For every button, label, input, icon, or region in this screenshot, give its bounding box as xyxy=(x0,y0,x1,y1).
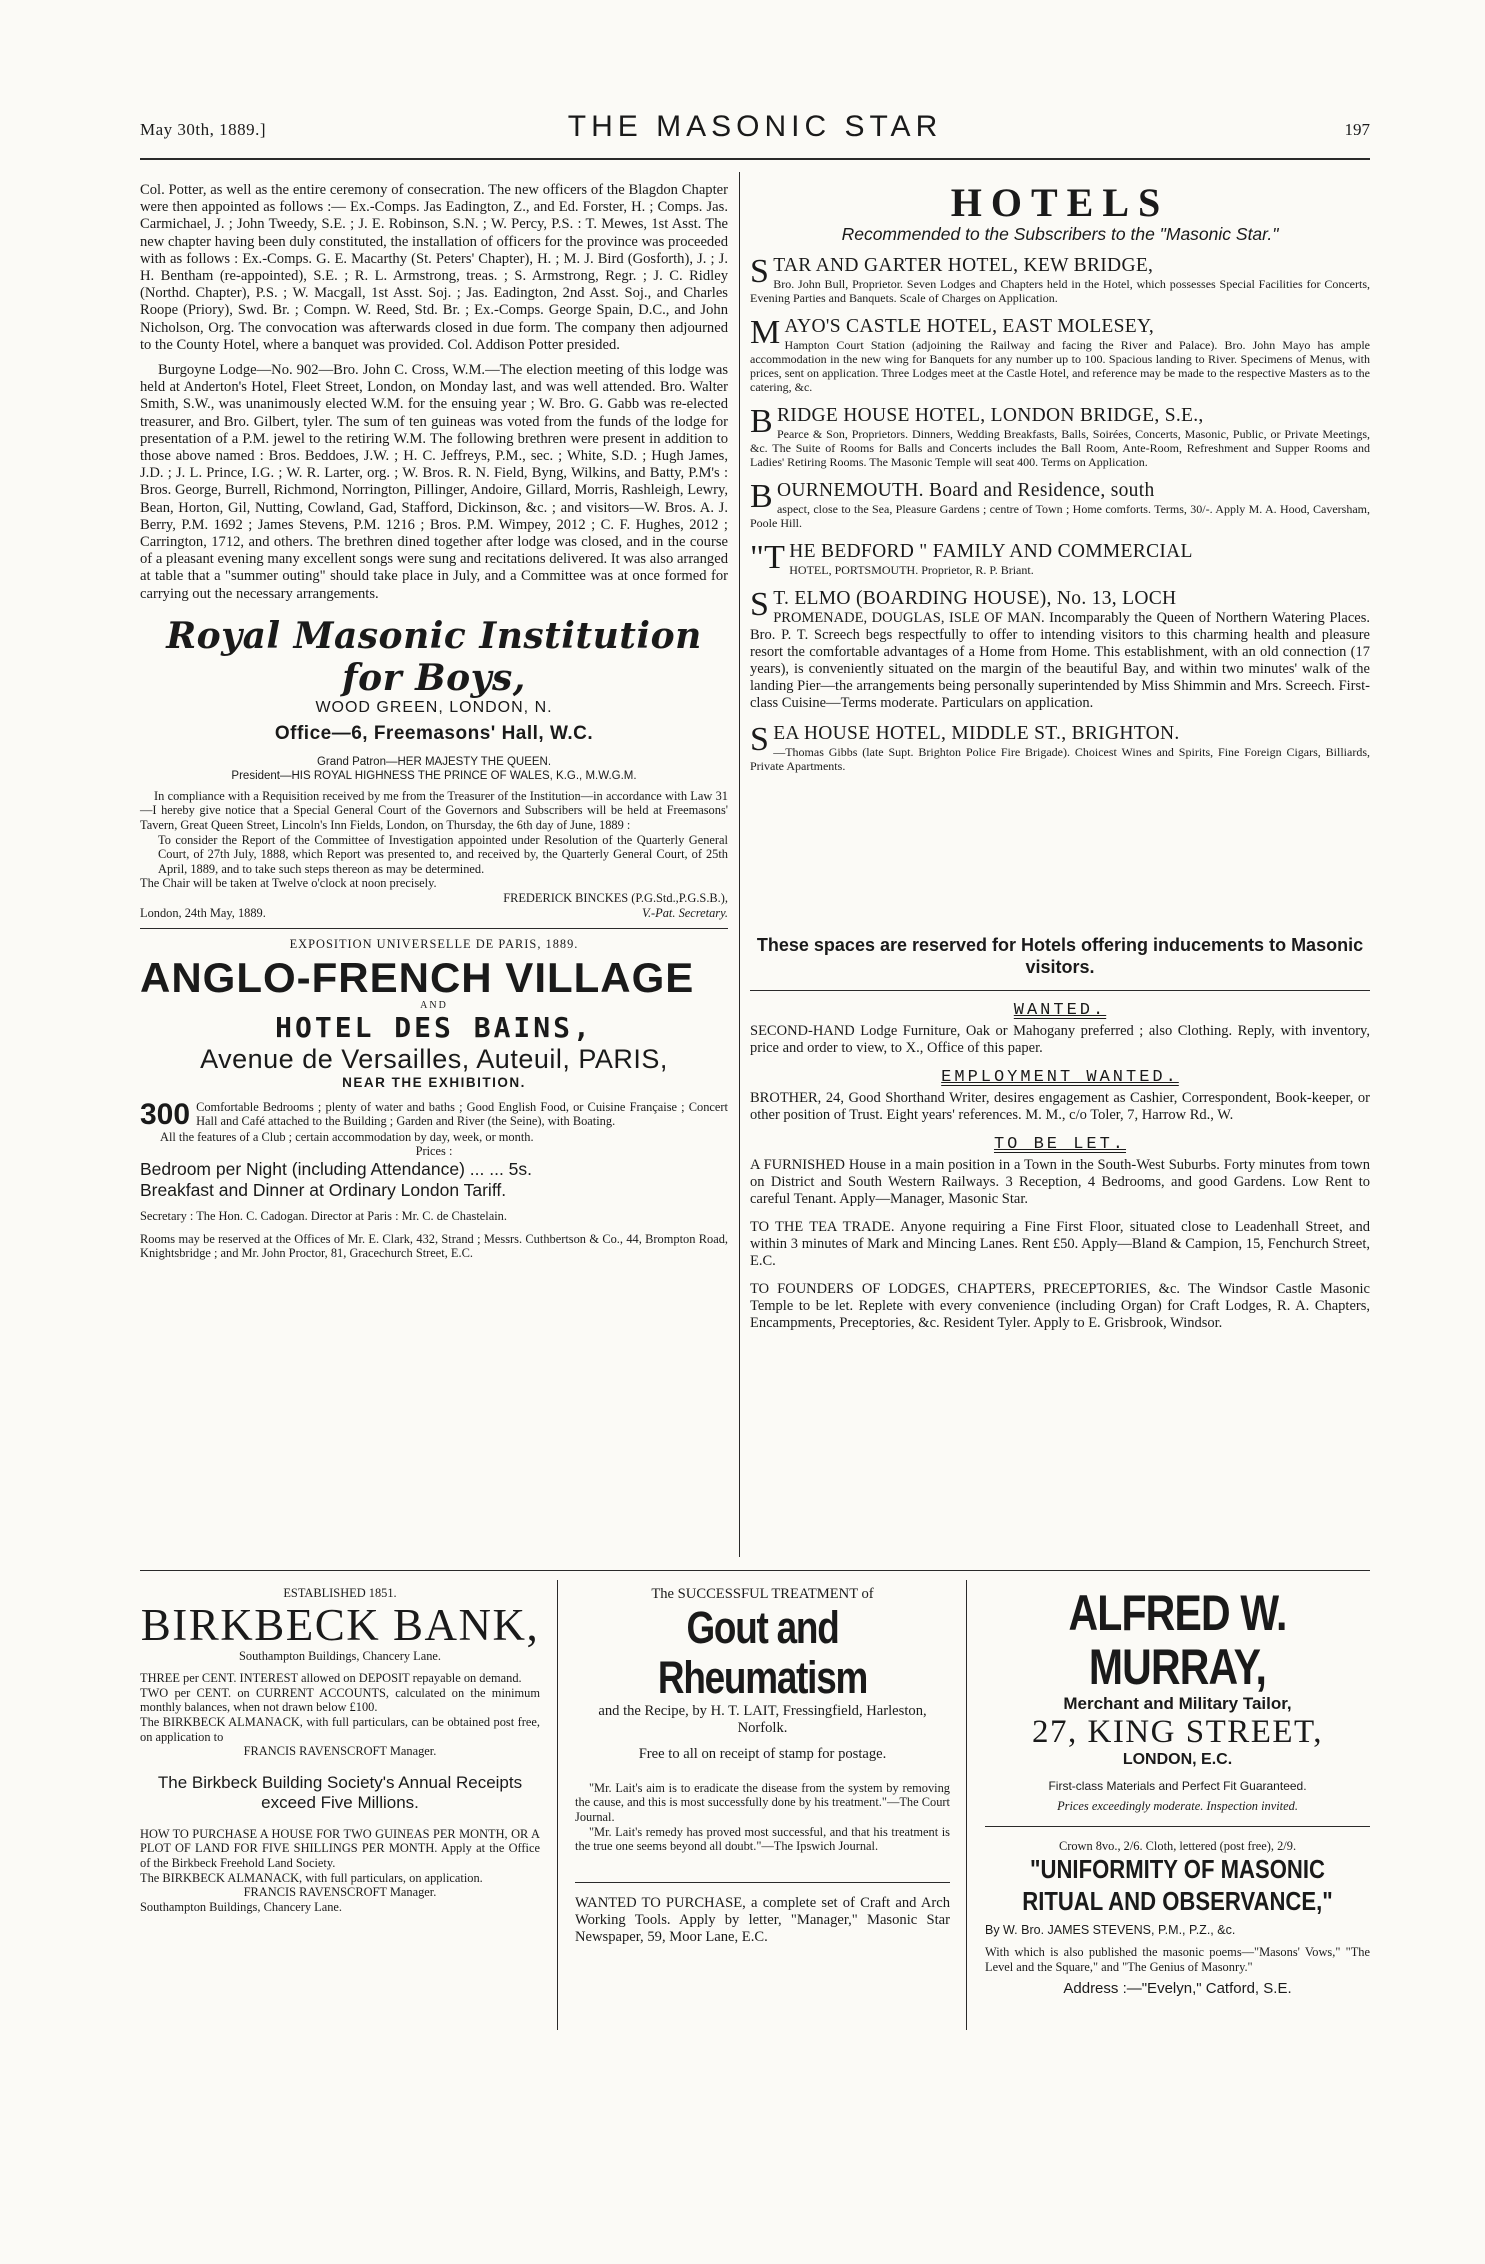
hotel-ad-heading xyxy=(750,586,1370,623)
wanted-heading: WANTED. xyxy=(1013,1001,1107,1020)
murray-prices: Prices exceedingly moderate. Inspection invited. xyxy=(1057,1799,1298,1813)
birkbeck-bank-ad xyxy=(140,1586,540,1914)
prices-label: Prices : xyxy=(415,1144,453,1159)
left-column xyxy=(140,182,728,1261)
drop-cap: B xyxy=(750,403,773,440)
hotel-ad-heading xyxy=(750,721,1370,758)
divider xyxy=(985,1826,1370,1827)
secretary-director: Secretary : The Hon. C. Cadogan. Director at Paris : Mr. C. de Chastelain. xyxy=(140,1209,507,1223)
issue-date: May 30th, 1889.] xyxy=(140,120,267,139)
birkbeck-almanack: The BIRKBECK ALMANACK, with full particulars, can be obtained post free, on application to xyxy=(140,1714,540,1744)
birkbeck-established: ESTABLISHED 1851. xyxy=(283,1586,397,1600)
hotel-ad-body: PROMENADE, DOUGLAS, ISLE OF MAN. Incomparably the Queen of Northern Watering Places. Bro. P. T. Screech begs respectfully to offer to intending visitors to this charming health and pleasure resort the comfortable advantages of a Home from Home. This establishment, with an old connection (17 years), is conveniently situated on the margin of the beautiful Bay, and within two minutes' walk of the landing Pier—the arrangements being personally superintended by Miss Shimmin and Mrs. Screech. First-class Cuisine—Terms moderate. Particulars on application. xyxy=(750,610,1370,711)
boys-signature: FREDERICK BINCKES (P.G.Std.,P.G.S.B.), xyxy=(503,891,728,906)
hotel-ad xyxy=(750,405,1370,469)
bottom-divider-2 xyxy=(966,1580,967,2030)
hotels-title: HOTELS xyxy=(950,180,1170,225)
murray-trade: Merchant and Military Tailor, xyxy=(1063,1694,1292,1713)
tea-trade-text: TO THE TEA TRADE. Anyone requiring a Fine First Floor, situated close to Leadenhall Street, and within 3 minutes of Mark and Mincing Lanes. Rent £50. Apply—Bland & Campion, 15, Fenchurch Street, E.C. xyxy=(750,1219,1370,1269)
boys-chair-note: The Chair will be taken at Twelve o'clock at noon precisely. xyxy=(140,876,437,891)
wanted-text: SECOND-HAND Lodge Furniture, Oak or Mahogany preferred ; also Clothing. Reply, with inventory, price and order to view, to X., Office of this paper. xyxy=(750,1023,1370,1056)
hotel-ad-body: —Thomas Gibbs (late Supt. Brighton Police Fire Brigade). Choicest Wines and Spirits, Fine Foreign Cigars, Billiards, Private Apartments. xyxy=(750,745,1370,773)
murray-address: 27, KING STREET, xyxy=(1031,1714,1324,1750)
boys-place-date: London, 24th May, 1889. xyxy=(140,905,266,920)
gout-title: Gout and Rheumatism xyxy=(657,1602,868,1704)
employment-text: BROTHER, 24, Good Shorthand Writer, desires engagement as Cashier, Correspondent, Book-keeper, or other position of Trust. Eight years' references. M. M., c/o Toler, 7, Harrow Rd., W. xyxy=(750,1090,1370,1123)
founders-text: TO FOUNDERS OF LODGES, CHAPTERS, PRECEPTORIES, &c. The Windsor Castle Masonic Temple to be let. Replete with every convenience (including Organ) for Craft Lodges, R. A. Chapters, Encampments, Preceptories, &c. Resident Tyler. Apply to E. Grisbrook, Windsor. xyxy=(750,1281,1370,1331)
gout-rheumatism-ad xyxy=(575,1586,950,1946)
breakfast-dinner: Breakfast and Dinner at Ordinary London Tariff. xyxy=(140,1180,507,1200)
birkbeck-manager: FRANCIS RAVENSCROFT Manager. xyxy=(243,1744,437,1759)
hotel-ad xyxy=(750,723,1370,773)
club-features: All the features of a Club ; certain accommodation by day, week, or month. xyxy=(160,1129,534,1144)
boys-institution-title: Royal Masonic Institution for Boys, xyxy=(166,614,702,699)
book-author: By W. Bro. JAMES STEVENS, P.M., P.Z., &c. xyxy=(985,1923,1236,1938)
drop-cap: S xyxy=(750,586,770,623)
hotel-des-bains: HOTEL DES BAINS, xyxy=(275,1010,593,1044)
masthead-title: THE MASONIC STAR xyxy=(567,110,943,143)
purchase-house: HOW TO PURCHASE A HOUSE FOR TWO GUINEAS PER MONTH, OR A PLOT OF LAND FOR FIVE SHILLINGS PER MONTH. Apply at the Office of the Birkbeck Freehold Land Society. xyxy=(140,1826,540,1870)
burgoyne-lodge-report: Burgoyne Lodge—No. 902—Bro. John C. Cross, W.M.—The election meeting of this lodge was held at Anderton's Hotel, Fleet Street, London, on Monday last, and was well attended. Bro. Walter Smith, S.W., was unanimously elected W.M. for the ensuing year ; W. Bro. G. Gabb was re-elected treasurer, and Bro. Gilbert, tyler. The sum of ten guineas was voted from the funds of the lodge for presentation of a P.M. jewel to the retiring W.M. The following brethren were present in addition to those above named : Bros. Beddoes, J.W. ; H. C. Jeffreys, P.M., sec. ; White, S.D. ; Hugh James, J.D. ; J. L. Prince, I.G. ; W. R. Larter, org. ; W. Bros. R. N. Field, Byng, Wilkins, and Batty, P.M's : Bros. George, Burrell, Richmond, Norrington, Pillinger, Andoire, Gillard, Morris, Rashleigh, Lewry, Bean, Horton, Gil, Nutting, Cowland, Gad, Stafford, Dickinson, &c. ; and visitors—W. Bros. A. J. Berry, P.M. 1692 ; James Stevens, P.M. 1216 ; Bros. P.M. Wimpey, 2012 ; C. F. Hughes, 2012 ; Carrington, 1712, and others. The brethren dined together after lodge was closed, and in the course of a pleasant evening many excellent songs were sung and recitations delivered. It was also arranged at table that a "summer outing" should take place in July, and a Committee was at once formed for carrying out the necessary arrangements. xyxy=(140,362,728,602)
gout-free: Free to all on receipt of stamp for postage. xyxy=(638,1745,887,1762)
ritual-book-title: "UNIFORMITY OF MASONIC RITUAL AND OBSERVANCE," xyxy=(1022,1854,1333,1917)
bottom-divider-1 xyxy=(557,1580,558,2030)
gout-recipe: and the Recipe, by H. T. LAIT, Fressingfield, Harleston, Norfolk. xyxy=(598,1703,927,1737)
murray-materials: First-class Materials and Perfect Fit Guaranteed. xyxy=(1048,1779,1307,1793)
birkbeck-deposit: THREE per CENT. INTEREST allowed on DEPOSIT repayable on demand. xyxy=(140,1671,522,1686)
hotel-ad-heading xyxy=(750,403,1370,440)
hotel-ad-heading-text: RIDGE HOUSE HOTEL, LONDON BRIDGE, S.E., xyxy=(776,405,1204,426)
right-column xyxy=(750,182,1370,1343)
boys-signatory-role: V.-Pat. Secretary. xyxy=(641,905,728,920)
building-society: The Birkbeck Building Society's Annual Receipts exceed Five Millions. xyxy=(157,1772,523,1812)
drop-cap: "T xyxy=(750,539,786,576)
murray-tailor-ad xyxy=(985,1586,1370,1997)
hotel-ad-heading xyxy=(750,314,1370,351)
court-journal-quote: "Mr. Lait's aim is to eradicate the disease from the system by removing the cause, and this is most successfully done by his treatment."—The Court Journal. xyxy=(575,1780,950,1824)
boys-institution-notice xyxy=(140,615,728,920)
page-number: 197 xyxy=(1344,120,1370,139)
let-text: A FURNISHED House in a main position in a Town in the South-West Suburbs. Forty minutes from town on District and South Western Railways. 3 Reception, 4 Bedrooms, and good Gardens. Low Rent to careful Tenant. Apply—Manager, Masonic Star. xyxy=(750,1157,1370,1207)
hotel-ad-heading-text: HE BEDFORD " FAMILY AND COMMERCIAL xyxy=(789,541,1193,562)
hotel-ad-heading-text: OURNEMOUTH. Board and Residence, south xyxy=(776,480,1155,501)
drop-cap: S xyxy=(750,721,770,758)
working-tools-wanted: WANTED TO PURCHASE, a complete set of Craft and Arch Working Tools. Apply by letter, "Manager," Masonic Star Newspaper, 59, Moor Lane, E.C. xyxy=(575,1894,950,1946)
column-divider xyxy=(739,172,740,1557)
drop-cap: B xyxy=(750,478,773,515)
boys-patron: Grand Patron—HER MAJESTY THE QUEEN. xyxy=(316,755,552,768)
hotel-ad-heading xyxy=(750,253,1370,290)
hotel-ad-heading-text: T. ELMO (BOARDING HOUSE), No. 13, LOCH xyxy=(773,588,1177,609)
rooms-reserve: Rooms may be reserved at the Offices of Mr. E. Clark, 432, Strand ; Messrs. Cuthbertson & Co., 44, Brompton Road, Knightsbridge ; and Mr. John Proctor, 81, Gracechurch Street, E.C. xyxy=(140,1231,728,1261)
hotel-ad xyxy=(750,480,1370,530)
murray-city: LONDON, E.C. xyxy=(1122,1751,1233,1768)
hotel-ad-body: aspect, close to the Sea, Pleasure Gardens ; centre of Town ; Home comforts. Terms, 30/-. Apply M. A. Hood, Caversham, Poole Hill. xyxy=(750,502,1370,530)
hotel-ad-heading-text: AYO'S CASTLE HOTEL, EAST MOLESEY, xyxy=(784,316,1155,337)
anglo-french-title: ANGLO-FRENCH VILLAGE xyxy=(140,953,695,1001)
avenue-address: Avenue de Versailles, Auteuil, PARIS, xyxy=(200,1043,668,1074)
drop-cap: M xyxy=(750,314,781,351)
hotel-ad-heading-text: EA HOUSE HOTEL, MIDDLE ST., BRIGHTON. xyxy=(773,723,1180,744)
murray-name: ALFRED W. MURRAY, xyxy=(1068,1585,1287,1695)
book-price: Crown 8vo., 2/6. Cloth, lettered (post free), 2/9. xyxy=(1058,1838,1297,1853)
employment-ad xyxy=(750,1068,1370,1124)
exposition-line: EXPOSITION UNIVERSELLE DE PARIS, 1889. xyxy=(289,937,579,952)
birkbeck-almanack-2: The BIRKBECK ALMANACK, with full particulars, on application. xyxy=(140,1870,483,1885)
let-heading: TO BE LET. xyxy=(993,1135,1127,1154)
hotel-ad-body: Hampton Court Station (adjoining the Railway and facing the River and Palace). Bro. John Mayo has ample accommodation in the new wing for Banquets for any number up to 100. Spacious landing to River. Specimens of Menus, with prices, sent on application. Three Lodges meet at the Castle Hotel, and reference may be made to the respective Masters as to the catering, &c. xyxy=(750,338,1370,394)
founders-ad xyxy=(750,1281,1370,1332)
hotel-ad-body: Bro. John Bull, Proprietor. Seven Lodges and Chapters held in the Hotel, which possesses Special Facilities for Concerts, Evening Parties and Banquets. Scale of Charges on Application. xyxy=(750,277,1370,305)
rooms-description: Comfortable Bedrooms ; plenty of water and baths ; Good English Food, or Cuisine Française ; Concert Hall and Café attached to the Building ; Garden and River (the Seine), with Boating. xyxy=(196,1099,728,1129)
tea-trade-ad xyxy=(750,1219,1370,1270)
birkbeck-address: Southampton Buildings, Chancery Lane. xyxy=(238,1648,441,1663)
rooms-number: 300 xyxy=(140,1097,191,1131)
boys-location: WOOD GREEN, LONDON, N. xyxy=(315,698,553,716)
anglo-french-ad xyxy=(140,937,728,1261)
to-let-ad xyxy=(750,1135,1370,1208)
hotel-ad xyxy=(750,588,1370,712)
hotel-list xyxy=(750,255,1370,773)
birkbeck-current: TWO per CENT. on CURRENT ACCOUNTS, calculated on the minimum monthly balances, when not drawn below £100. xyxy=(140,1685,540,1715)
bottom-section-rule xyxy=(140,1570,1370,1571)
hotel-ad xyxy=(750,316,1370,394)
ipswich-journal-quote: "Mr. Lait's remedy has proved most successful, and that his treatment is the true one seems beyond all doubt."—The Ipswich Journal. xyxy=(575,1824,950,1854)
divider xyxy=(575,1882,950,1883)
boys-agenda: To consider the Report of the Committee of Investigation appointed under Resolution of the Quarterly General Court, of 27th July, 1888, which Report was presented to, and received by, the Quarterly General Court, of 25th April, 1889, and to take such steps thereon as may be determined. xyxy=(158,832,728,876)
book-poems: With which is also published the masonic poems—"Masons' Vows," "The Level and the Square," and "The Genius of Masonry." xyxy=(985,1945,1370,1974)
wanted-ad xyxy=(750,1001,1370,1057)
bedroom-price: Bedroom per Night (including Attendance) ... ... 5s. xyxy=(140,1159,533,1179)
hotel-ad-body: HOTEL, PORTSMOUTH. Proprietor, R. P. Briant. xyxy=(789,563,1034,577)
hotels-subtitle: Recommended to the Subscribers to the "Masonic Star." xyxy=(841,224,1279,244)
reserved-notice: These spaces are reserved for Hotels offering inducements to Masonic visitors. xyxy=(756,935,1364,977)
boys-requisition: In compliance with a Requisition received by me from the Treasurer of the Institution—in accordance with Law 31—I hereby give notice that a Special General Court of the Governors and Subscribers will be held at Freemasons' Tavern, Great Queen Street, Lincoln's Inn Fields, London, on Thursday, the 6th day of June, 1889 : xyxy=(140,788,728,833)
drop-cap: S xyxy=(750,253,770,290)
divider xyxy=(750,990,1370,991)
hotel-ad xyxy=(750,541,1370,577)
hotel-ad-body: Pearce & Son, Proprietors. Dinners, Wedding Breakfasts, Balls, Soirées, Concerts, Masonic, Public, or Private Meetings, &c. The Suite of Rooms for Balls and Concerts includes the Ball Room, Ante-Room, Refreshment and Supper Rooms and Ladies' Retiring Rooms. The Masonic Temple will seat 400. Terms on Application. xyxy=(750,427,1370,469)
near-exhibition: NEAR THE EXHIBITION. xyxy=(342,1074,526,1090)
birkbeck-manager-2: FRANCIS RAVENSCROFT Manager. xyxy=(243,1885,437,1900)
employment-heading: EMPLOYMENT WANTED. xyxy=(941,1068,1179,1087)
book-contact: Address :—"Evelyn," Catford, S.E. xyxy=(1063,1980,1292,1998)
hotel-ad xyxy=(750,255,1370,305)
header-rule xyxy=(140,158,1370,160)
hotel-ad-heading xyxy=(750,478,1370,515)
birkbeck-title: BIRKBECK BANK, xyxy=(140,1599,540,1650)
boys-office: Office—6, Freemasons' Hall, W.C. xyxy=(274,722,594,744)
anglo-and: AND xyxy=(420,999,448,1011)
consecration-report: Col. Potter, as well as the entire ceremony of consecration. The new officers of the Blagdon Chapter were then appointed as follows :— Ex.-Comps. Jas Eadington, Z., and Ed. Forster, H. ; Comps. Jas. Carmichael, J. ; John Tweedy, S.E. ; J. E. Robinson, S.N. ; W. Percy, P.S. : T. Mewes, 1st Asst. The new chapter having been duly constituted, the installation of officers for the province was proceeded with as follows : Ex.-Comps. G. E. Macarthy (St. Peters' Chapter), H. ; M. J. Bird (Gosforth), J. ; J. H. Bentham (re-appointed), S.E. ; R. L. Armstrong, treas. ; S. Armstrong, Regr. ; J. C. Ridley (Northd. Chapter), P.S. ; W. Macgall, 1st Asst. Soj. ; Jas. Eadington, 2nd Asst. Soj., and Charles Roope (Priory), Swd. Br. ; Compn. W. Reed, Std. Br. ; Ex.-Comps. George Spain, D.C., and John Nicholson, Org. The convocation was afterwards closed in due form. The company then adjourned to the County Hotel, where a banquet was provided. Col. Addison Potter presided. xyxy=(140,182,728,353)
boys-president: President—HIS ROYAL HIGHNESS THE PRINCE OF WALES, K.G., M.W.G.M. xyxy=(231,769,637,782)
page-header xyxy=(140,110,1370,150)
divider xyxy=(140,928,728,929)
hotel-ad-heading-text: TAR AND GARTER HOTEL, KEW BRIDGE, xyxy=(773,255,1154,276)
gout-intro: The SUCCESSFUL TREATMENT of xyxy=(651,1586,874,1602)
birkbeck-footer: Southampton Buildings, Chancery Lane. xyxy=(140,1899,343,1914)
